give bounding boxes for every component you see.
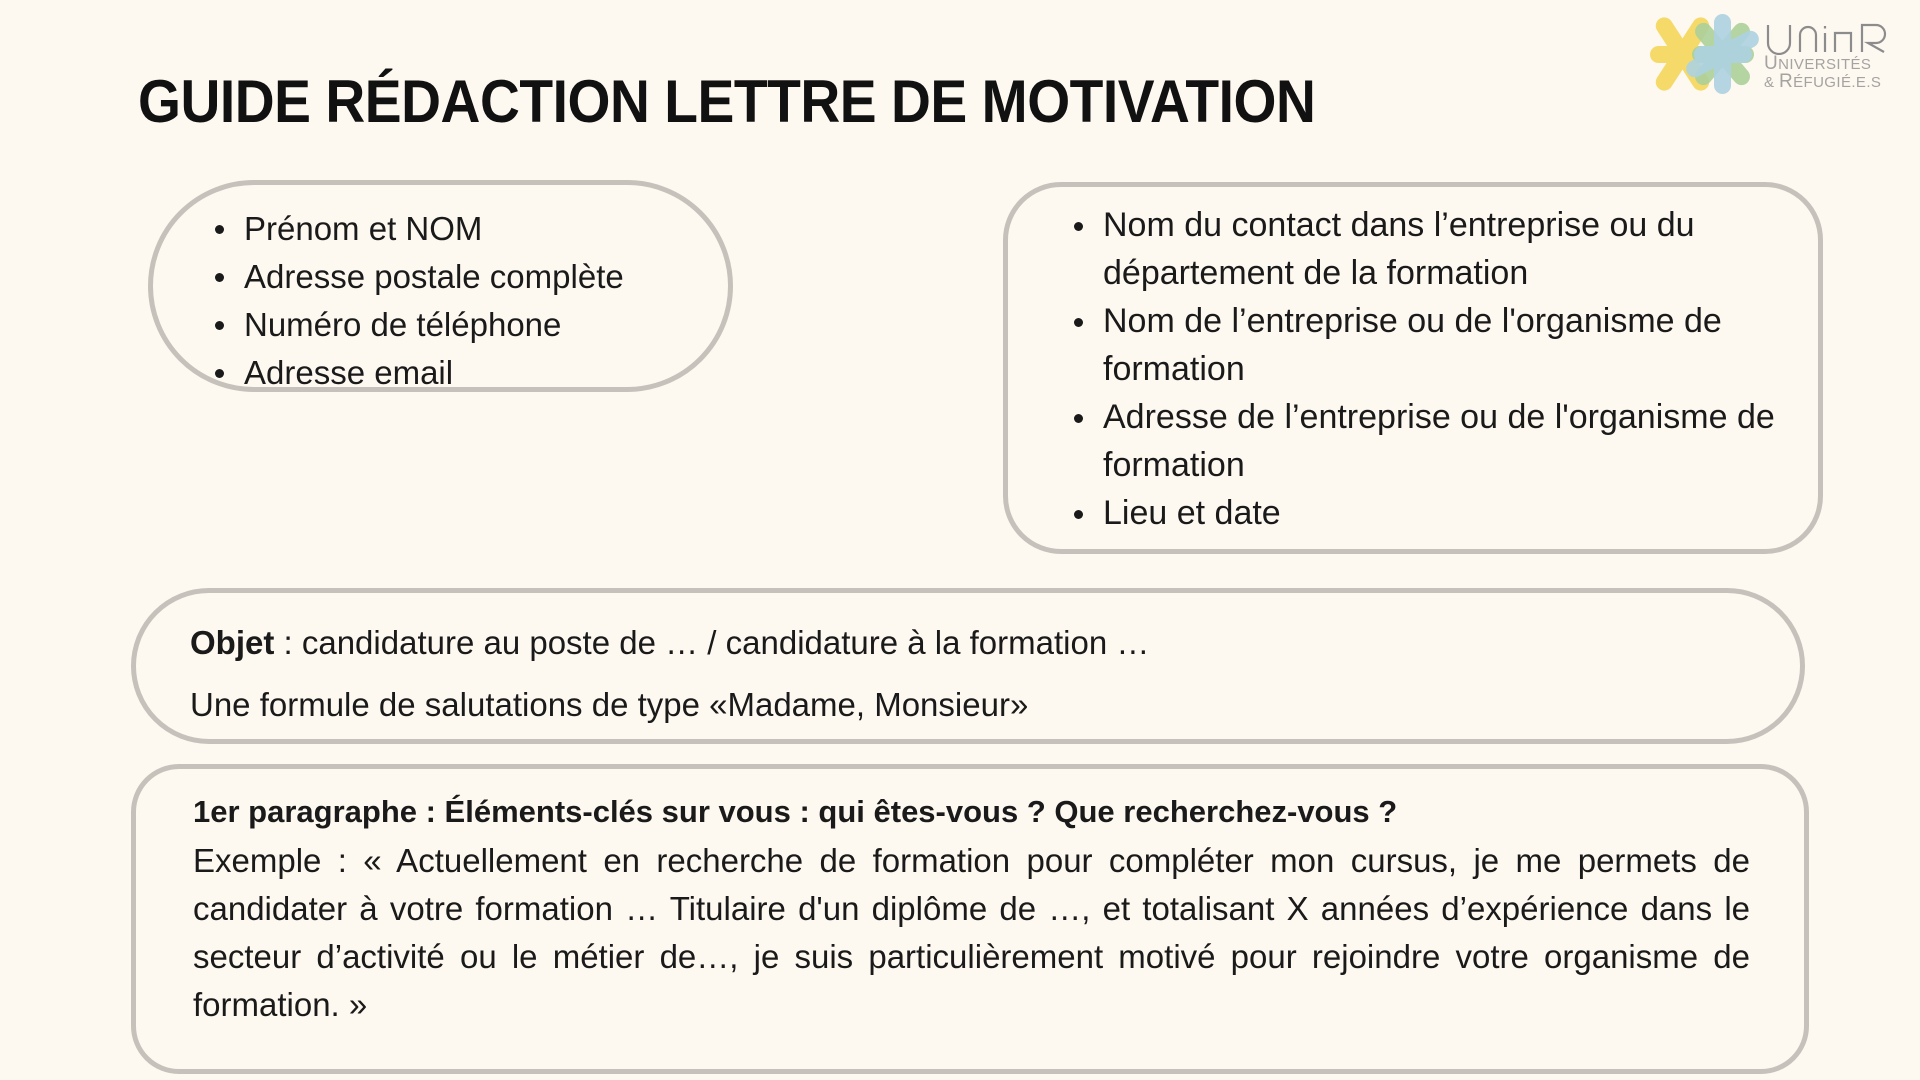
recipient-info-list xyxy=(1062,201,1788,537)
subject-box xyxy=(131,588,1805,744)
personal-info-box xyxy=(148,180,733,392)
logo-subtitle-line2: & RÉFUGIÉ.E.S xyxy=(1764,71,1882,92)
first-paragraph-content xyxy=(193,787,1750,1029)
subject-content xyxy=(190,612,1760,736)
salutation-line: Une formule de salutations de type «Madame, Monsieur» xyxy=(190,686,1029,723)
subject-line xyxy=(190,612,1760,674)
logo-subtitle-line1: UNIVERSITÉS xyxy=(1764,53,1872,74)
unir-starburst-icon xyxy=(1648,8,1760,100)
list-item: Lieu et date xyxy=(1062,489,1788,537)
unir-wordmark-icon xyxy=(1764,21,1914,55)
list-item: Prénom et NOM xyxy=(203,205,624,253)
first-paragraph-example: Exemple : « Actuellement en recherche de formation pour compléter mon cursus, je me permets de candidater à votre formation … Titulaire d'un diplôme de …, et totalisant X années d’expérience dans le secteur d’activité ou le métier de…, je suis particulièrement motivé pour rejoindre votre organisme de formation. » xyxy=(193,842,1750,1023)
personal-info-list xyxy=(203,205,624,397)
unir-logo xyxy=(1648,8,1898,100)
subject-text: : candidature au poste de … / candidature à la formation … xyxy=(274,624,1150,661)
logo-text-block xyxy=(1764,17,1914,91)
list-item: Numéro de téléphone xyxy=(203,301,624,349)
recipient-info-box xyxy=(1003,182,1823,554)
list-item: Adresse de l’entreprise ou de l'organisme de formation xyxy=(1062,393,1788,489)
list-item: Nom du contact dans l’entreprise ou du département de la formation xyxy=(1062,201,1788,297)
list-item: Nom de l’entreprise ou de l'organisme de formation xyxy=(1062,297,1788,393)
first-paragraph-heading: 1er paragraphe : Éléments-clés sur vous : qui êtes-vous ? Que recherchez-vous ? xyxy=(193,794,1398,829)
first-paragraph-box xyxy=(131,764,1809,1074)
subject-label: Objet xyxy=(190,624,275,661)
list-item: Adresse email xyxy=(203,349,624,397)
page-title: GUIDE RÉDACTION LETTRE DE MOTIVATION xyxy=(138,68,1316,136)
list-item: Adresse postale complète xyxy=(203,253,624,301)
